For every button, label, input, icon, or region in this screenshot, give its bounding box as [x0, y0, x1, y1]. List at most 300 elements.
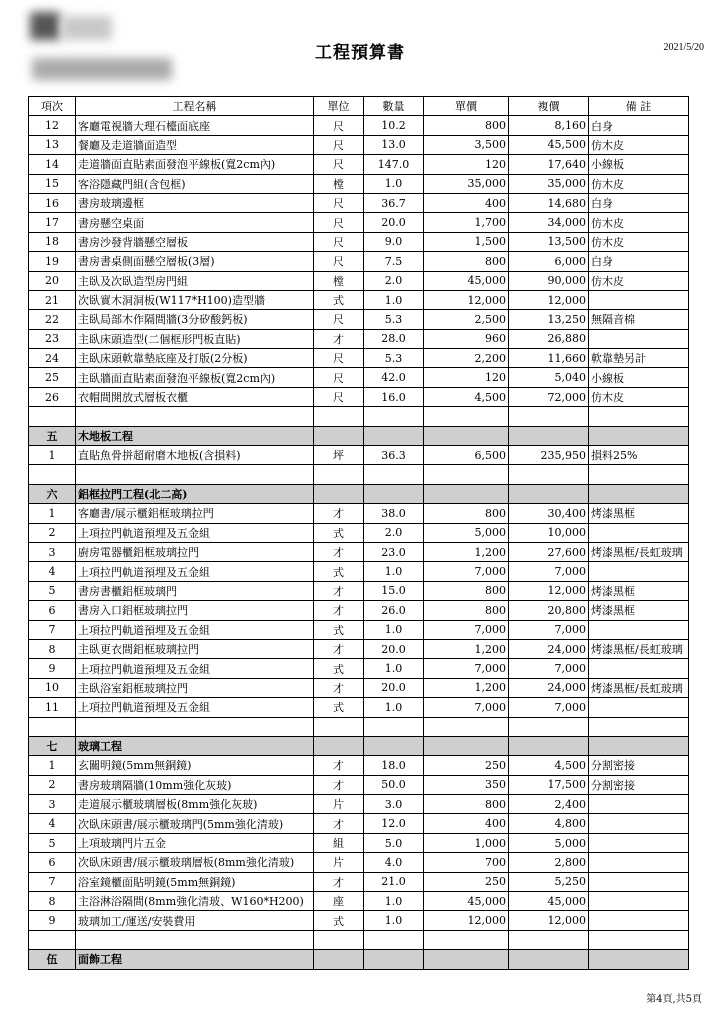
empty-cell	[314, 950, 364, 969]
cell-no: 20	[29, 271, 76, 290]
cell-unit: 才	[314, 775, 364, 794]
cell-unit: 片	[314, 853, 364, 872]
empty-cell	[424, 930, 509, 949]
table-row	[29, 833, 689, 852]
cell-name: 主臥局部木作隔間牆(3分矽酸鈣板)	[76, 310, 314, 329]
cell-total: 27,600	[509, 542, 589, 561]
cell-qty: 2.0	[364, 523, 424, 542]
empty-cell	[314, 736, 364, 755]
cell-total: 45,000	[509, 892, 589, 911]
table-row	[29, 756, 689, 775]
section-header-row	[29, 426, 689, 445]
cell-no: 9	[29, 911, 76, 930]
cell-qty: 12.0	[364, 814, 424, 833]
cell-note: 白身	[589, 116, 689, 135]
cell-note: 小線板	[589, 155, 689, 174]
cell-qty: 18.0	[364, 756, 424, 775]
col-header-total: 複價	[509, 97, 589, 116]
cell-no: 8	[29, 639, 76, 658]
empty-cell	[364, 484, 424, 503]
table-row	[29, 135, 689, 154]
table-row	[29, 155, 689, 174]
cell-name: 主臥床頭造型(二個框形門板直貼)	[76, 329, 314, 348]
empty-cell	[364, 950, 424, 969]
cell-price: 1,200	[424, 678, 509, 697]
cell-unit: 尺	[314, 252, 364, 271]
cell-total: 4,800	[509, 814, 589, 833]
cell-total: 11,660	[509, 349, 589, 368]
budget-table	[28, 96, 689, 970]
cell-qty: 2.0	[364, 271, 424, 290]
table-row	[29, 329, 689, 348]
cell-name: 主臥浴室鋁框玻璃拉門	[76, 678, 314, 697]
cell-qty: 5.0	[364, 833, 424, 852]
cell-qty: 4.0	[364, 853, 424, 872]
table-row	[29, 795, 689, 814]
cell-no: 4	[29, 814, 76, 833]
cell-no: 12	[29, 116, 76, 135]
table-row	[29, 290, 689, 309]
cell-qty: 9.0	[364, 232, 424, 251]
section-number: 六	[29, 484, 76, 503]
cell-name: 客廳電視牆大理石檯面底座	[76, 116, 314, 135]
cell-name: 書房入口鋁框玻璃拉門	[76, 601, 314, 620]
cell-total: 7,000	[509, 562, 589, 581]
empty-cell	[29, 930, 76, 949]
section-number: 七	[29, 736, 76, 755]
cell-qty: 5.3	[364, 349, 424, 368]
cell-price: 1,200	[424, 639, 509, 658]
cell-unit: 才	[314, 814, 364, 833]
table-row	[29, 116, 689, 135]
table-row	[29, 349, 689, 368]
cell-qty: 50.0	[364, 775, 424, 794]
cell-unit: 坪	[314, 446, 364, 465]
cell-note: 仿木皮	[589, 213, 689, 232]
cell-qty: 23.0	[364, 542, 424, 561]
cell-unit: 尺	[314, 349, 364, 368]
cell-note: 小線板	[589, 368, 689, 387]
table-row	[29, 193, 689, 212]
cell-no: 25	[29, 368, 76, 387]
cell-note	[589, 814, 689, 833]
cell-unit: 才	[314, 756, 364, 775]
table-row	[29, 892, 689, 911]
cell-no: 6	[29, 853, 76, 872]
cell-total: 10,000	[509, 523, 589, 542]
cell-price: 1,000	[424, 833, 509, 852]
empty-cell	[424, 426, 509, 445]
cell-qty: 16.0	[364, 387, 424, 406]
table-row	[29, 368, 689, 387]
cell-no: 7	[29, 620, 76, 639]
cell-note: 烤漆黑框/長虹玻璃	[589, 678, 689, 697]
page-number: 第4頁,共5頁	[646, 994, 702, 1005]
cell-qty: 20.0	[364, 213, 424, 232]
cell-qty: 13.0	[364, 135, 424, 154]
col-header-name: 工程名稱	[76, 97, 314, 116]
cell-total: 30,400	[509, 504, 589, 523]
empty-cell	[364, 426, 424, 445]
cell-price: 800	[424, 504, 509, 523]
col-header-price: 單價	[424, 97, 509, 116]
cell-qty: 1.0	[364, 892, 424, 911]
empty-cell	[589, 407, 689, 426]
cell-note: 烤漆黑框/長虹玻璃	[589, 542, 689, 561]
cell-no: 6	[29, 601, 76, 620]
cell-unit: 式	[314, 523, 364, 542]
empty-cell	[424, 717, 509, 736]
section-title: 面飾工程	[76, 950, 314, 969]
cell-price: 120	[424, 368, 509, 387]
cell-total: 12,000	[509, 911, 589, 930]
cell-no: 9	[29, 659, 76, 678]
cell-name: 次臥床頭書/展示櫃玻璃層板(8mm強化清玻)	[76, 853, 314, 872]
cell-note	[589, 911, 689, 930]
cell-no: 3	[29, 795, 76, 814]
cell-name: 主臥更衣間鋁框玻璃拉門	[76, 639, 314, 658]
cell-price: 3,500	[424, 135, 509, 154]
cell-note	[589, 620, 689, 639]
cell-price: 350	[424, 775, 509, 794]
cell-unit: 式	[314, 562, 364, 581]
cell-no: 19	[29, 252, 76, 271]
cell-name: 主浴淋浴隔間(8mm強化清玻、W160*H200)	[76, 892, 314, 911]
empty-cell	[424, 465, 509, 484]
empty-cell	[589, 930, 689, 949]
cell-unit: 樘	[314, 174, 364, 193]
cell-total: 6,000	[509, 252, 589, 271]
cell-name: 客浴隱藏門組(含包框)	[76, 174, 314, 193]
empty-cell	[509, 465, 589, 484]
col-header-qty: 數量	[364, 97, 424, 116]
cell-qty: 1.0	[364, 698, 424, 717]
empty-cell	[76, 930, 314, 949]
cell-no: 17	[29, 213, 76, 232]
section-header-row	[29, 484, 689, 503]
cell-unit: 才	[314, 329, 364, 348]
cell-no: 10	[29, 678, 76, 697]
cell-unit: 式	[314, 659, 364, 678]
cell-no: 2	[29, 523, 76, 542]
cell-note: 白身	[589, 252, 689, 271]
cell-unit: 尺	[314, 387, 364, 406]
cell-qty: 20.0	[364, 678, 424, 697]
empty-cell	[314, 484, 364, 503]
cell-price: 5,000	[424, 523, 509, 542]
cell-price: 2,500	[424, 310, 509, 329]
cell-unit: 式	[314, 290, 364, 309]
empty-cell	[314, 465, 364, 484]
cell-price: 800	[424, 795, 509, 814]
cell-name: 上項拉門軌道預埋及五金組	[76, 620, 314, 639]
empty-cell	[589, 950, 689, 969]
cell-name: 餐廳及走道牆面造型	[76, 135, 314, 154]
cell-price: 12,000	[424, 290, 509, 309]
cell-unit: 才	[314, 581, 364, 600]
cell-note	[589, 795, 689, 814]
cell-note: 分割密接	[589, 756, 689, 775]
cell-price: 2,200	[424, 349, 509, 368]
section-header-row	[29, 736, 689, 755]
cell-price: 800	[424, 252, 509, 271]
cell-price: 400	[424, 814, 509, 833]
cell-price: 700	[424, 853, 509, 872]
cell-unit: 組	[314, 833, 364, 852]
cell-total: 12,000	[509, 290, 589, 309]
cell-no: 3	[29, 542, 76, 561]
cell-qty: 36.3	[364, 446, 424, 465]
cell-name: 上項拉門軌道預埋及五金組	[76, 659, 314, 678]
cell-no: 22	[29, 310, 76, 329]
cell-qty: 1.0	[364, 174, 424, 193]
cell-unit: 尺	[314, 135, 364, 154]
cell-qty: 3.0	[364, 795, 424, 814]
empty-cell	[314, 426, 364, 445]
cell-qty: 20.0	[364, 639, 424, 658]
empty-cell	[509, 717, 589, 736]
cell-name: 書房懸空桌面	[76, 213, 314, 232]
table-row	[29, 698, 689, 717]
table-row	[29, 387, 689, 406]
cell-note	[589, 659, 689, 678]
empty-cell	[509, 407, 589, 426]
cell-unit: 尺	[314, 310, 364, 329]
empty-cell	[76, 717, 314, 736]
cell-qty: 1.0	[364, 562, 424, 581]
cell-qty: 42.0	[364, 368, 424, 387]
cell-qty: 1.0	[364, 620, 424, 639]
empty-cell	[589, 426, 689, 445]
cell-note: 烤漆黑框/長虹玻璃	[589, 639, 689, 658]
cell-qty: 147.0	[364, 155, 424, 174]
cell-name: 衣帽間開放式層板衣櫃	[76, 387, 314, 406]
cell-no: 15	[29, 174, 76, 193]
blank-row	[29, 465, 689, 484]
cell-name: 直貼魚骨拼超耐磨木地板(含損料)	[76, 446, 314, 465]
empty-cell	[314, 930, 364, 949]
cell-note	[589, 892, 689, 911]
cell-note: 損料25%	[589, 446, 689, 465]
empty-cell	[424, 950, 509, 969]
cell-price: 800	[424, 581, 509, 600]
empty-cell	[314, 717, 364, 736]
cell-total: 24,000	[509, 678, 589, 697]
cell-price: 7,000	[424, 698, 509, 717]
cell-name: 上項拉門軌道預埋及五金組	[76, 698, 314, 717]
empty-cell	[314, 407, 364, 426]
cell-unit: 尺	[314, 232, 364, 251]
cell-note: 軟靠墊另計	[589, 349, 689, 368]
cell-price: 12,000	[424, 911, 509, 930]
table-row	[29, 814, 689, 833]
cell-price: 800	[424, 601, 509, 620]
empty-cell	[29, 465, 76, 484]
cell-note: 仿木皮	[589, 232, 689, 251]
col-header-note: 備 註	[589, 97, 689, 116]
cell-no: 5	[29, 581, 76, 600]
empty-cell	[589, 736, 689, 755]
cell-price: 250	[424, 872, 509, 891]
cell-price: 7,000	[424, 620, 509, 639]
cell-note: 烤漆黑框	[589, 504, 689, 523]
table-row	[29, 601, 689, 620]
empty-cell	[364, 717, 424, 736]
col-header-unit: 單位	[314, 97, 364, 116]
cell-qty: 15.0	[364, 581, 424, 600]
cell-note	[589, 290, 689, 309]
table-row	[29, 872, 689, 891]
cell-total: 20,800	[509, 601, 589, 620]
cell-name: 主臥及次臥造型房門組	[76, 271, 314, 290]
cell-total: 8,160	[509, 116, 589, 135]
empty-cell	[424, 407, 509, 426]
cell-total: 14,680	[509, 193, 589, 212]
cell-name: 玻璃加工/運送/安裝費用	[76, 911, 314, 930]
table-row	[29, 678, 689, 697]
cell-total: 7,000	[509, 659, 589, 678]
table-row	[29, 620, 689, 639]
empty-cell	[509, 950, 589, 969]
cell-total: 72,000	[509, 387, 589, 406]
cell-note	[589, 698, 689, 717]
cell-name: 主臥牆面直貼素面發泡平線板(寬2cm內)	[76, 368, 314, 387]
cell-note: 仿木皮	[589, 387, 689, 406]
cell-note	[589, 872, 689, 891]
section-title: 玻璃工程	[76, 736, 314, 755]
cell-unit: 片	[314, 795, 364, 814]
cell-note: 無隔音棉	[589, 310, 689, 329]
cell-unit: 尺	[314, 155, 364, 174]
table-row	[29, 310, 689, 329]
cell-price: 7,000	[424, 659, 509, 678]
cell-unit: 式	[314, 620, 364, 639]
cell-name: 廚房電器櫃鋁框玻璃拉門	[76, 542, 314, 561]
cell-total: 24,000	[509, 639, 589, 658]
empty-cell	[76, 465, 314, 484]
empty-cell	[424, 736, 509, 755]
cell-no: 24	[29, 349, 76, 368]
empty-cell	[589, 465, 689, 484]
cell-unit: 才	[314, 639, 364, 658]
section-header-row	[29, 950, 689, 969]
cell-no: 1	[29, 756, 76, 775]
cell-no: 21	[29, 290, 76, 309]
cell-name: 書房沙發背牆懸空層板	[76, 232, 314, 251]
cell-total: 13,250	[509, 310, 589, 329]
cell-name: 玄關明鏡(5mm無銅鏡)	[76, 756, 314, 775]
cell-name: 走道牆面直貼素面發泡平線板(寬2cm內)	[76, 155, 314, 174]
table-row	[29, 659, 689, 678]
cell-unit: 尺	[314, 213, 364, 232]
cell-total: 35,000	[509, 174, 589, 193]
table-row	[29, 232, 689, 251]
cell-note: 分割密接	[589, 775, 689, 794]
cell-total: 4,500	[509, 756, 589, 775]
cell-unit: 才	[314, 678, 364, 697]
cell-total: 17,500	[509, 775, 589, 794]
cell-price: 400	[424, 193, 509, 212]
empty-cell	[364, 736, 424, 755]
cell-unit: 座	[314, 892, 364, 911]
table-row	[29, 213, 689, 232]
section-number: 伍	[29, 950, 76, 969]
cell-qty: 5.3	[364, 310, 424, 329]
cell-total: 45,500	[509, 135, 589, 154]
cell-name: 浴室鏡櫃面貼明鏡(5mm無銅鏡)	[76, 872, 314, 891]
blank-row	[29, 717, 689, 736]
table-row	[29, 911, 689, 930]
cell-unit: 式	[314, 911, 364, 930]
cell-note: 烤漆黑框	[589, 581, 689, 600]
blank-row	[29, 930, 689, 949]
cell-name: 書房書桌側面懸空層板(3層)	[76, 252, 314, 271]
cell-unit: 尺	[314, 116, 364, 135]
cell-no: 2	[29, 775, 76, 794]
cell-qty: 7.5	[364, 252, 424, 271]
table-row	[29, 523, 689, 542]
table-row	[29, 271, 689, 290]
table-row	[29, 853, 689, 872]
cell-note	[589, 833, 689, 852]
cell-name: 走道展示櫃玻璃層板(8mm強化灰玻)	[76, 795, 314, 814]
empty-cell	[364, 465, 424, 484]
cell-total: 34,000	[509, 213, 589, 232]
empty-cell	[509, 930, 589, 949]
cell-no: 4	[29, 562, 76, 581]
cell-note: 仿木皮	[589, 174, 689, 193]
cell-no: 7	[29, 872, 76, 891]
cell-note: 白身	[589, 193, 689, 212]
cell-unit: 式	[314, 698, 364, 717]
table-row	[29, 562, 689, 581]
cell-price: 120	[424, 155, 509, 174]
table-row	[29, 542, 689, 561]
cell-price: 800	[424, 116, 509, 135]
empty-cell	[364, 407, 424, 426]
cell-price: 250	[424, 756, 509, 775]
cell-price: 45,000	[424, 892, 509, 911]
cell-total: 90,000	[509, 271, 589, 290]
empty-cell	[509, 736, 589, 755]
cell-no: 5	[29, 833, 76, 852]
cell-name: 書房書櫃鋁框玻璃門	[76, 581, 314, 600]
cell-total: 13,500	[509, 232, 589, 251]
cell-no: 1	[29, 446, 76, 465]
cell-qty: 21.0	[364, 872, 424, 891]
cell-total: 12,000	[509, 581, 589, 600]
empty-cell	[29, 407, 76, 426]
cell-no: 11	[29, 698, 76, 717]
cell-qty: 38.0	[364, 504, 424, 523]
cell-qty: 1.0	[364, 911, 424, 930]
cell-note	[589, 329, 689, 348]
table-row	[29, 504, 689, 523]
cell-total: 17,640	[509, 155, 589, 174]
cell-no: 26	[29, 387, 76, 406]
cell-total: 2,800	[509, 853, 589, 872]
cell-unit: 樘	[314, 271, 364, 290]
cell-qty: 1.0	[364, 290, 424, 309]
table-body	[29, 116, 689, 969]
cell-price: 1,200	[424, 542, 509, 561]
cell-qty: 10.2	[364, 116, 424, 135]
cell-qty: 28.0	[364, 329, 424, 348]
empty-cell	[589, 717, 689, 736]
cell-price: 960	[424, 329, 509, 348]
cell-qty: 26.0	[364, 601, 424, 620]
cell-total: 5,040	[509, 368, 589, 387]
